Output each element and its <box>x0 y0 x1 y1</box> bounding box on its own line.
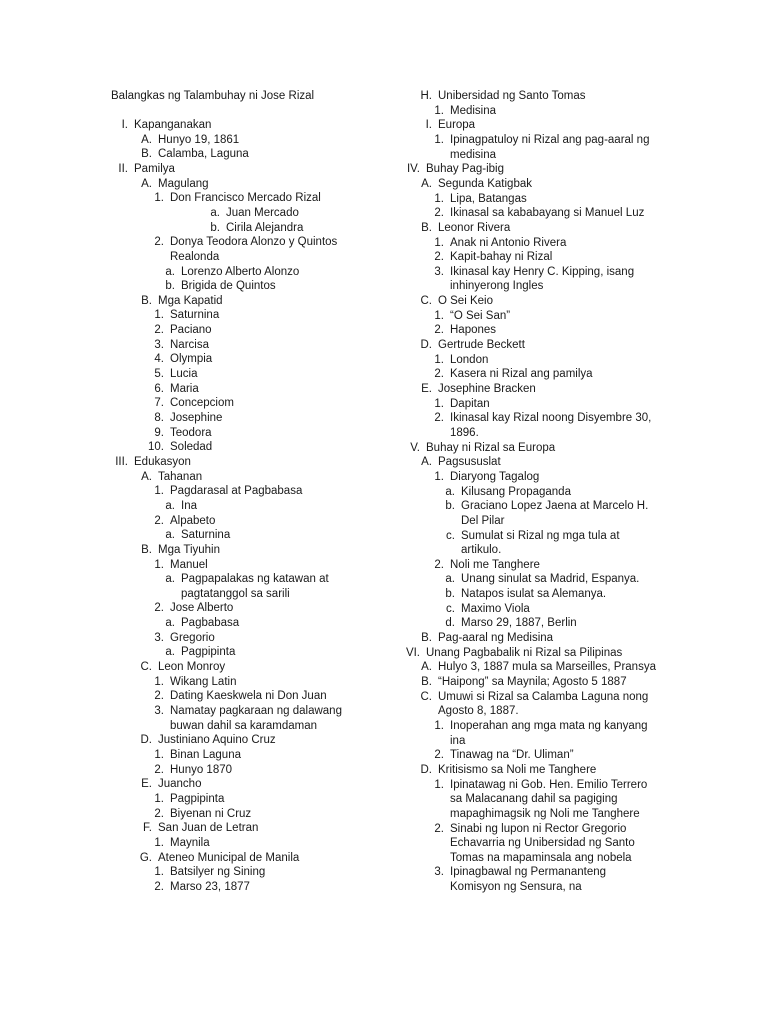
outline-item-text: inhinyerong Ingles <box>450 280 544 293</box>
outline-item-marker: a. <box>445 573 455 586</box>
outline-item-text: Manuel <box>170 558 208 571</box>
outline-item-text: Juancho <box>158 778 202 791</box>
outline-item-marker: a. <box>445 485 455 498</box>
outline-item-marker: b. <box>165 280 175 293</box>
outline-item-marker: 2. <box>154 236 164 249</box>
outline-item-marker: 2. <box>154 690 164 703</box>
outline-item-marker: 9. <box>154 426 164 439</box>
outline-item-marker: 1. <box>434 397 444 410</box>
outline-item-text: Pagbabasa <box>181 617 240 630</box>
outline-item-marker: 2. <box>154 602 164 615</box>
outline-item-marker: 1. <box>154 309 164 322</box>
outline-item-text: Kapanganakan <box>134 119 212 131</box>
outline-item-text: Gregorio <box>170 631 215 644</box>
outline-item-text: Saturnina <box>170 309 220 322</box>
outline-item-marker: 3. <box>154 705 164 717</box>
outline-item-text: Donya Teodora Alonzo y Quintos <box>170 236 338 249</box>
outline-item-text: “O Sei San” <box>450 309 511 322</box>
outline-item-marker: A. <box>421 456 432 469</box>
outline-item-text: ina <box>450 734 466 747</box>
outline-item-text: Pagpapalakas ng katawan at <box>181 573 329 586</box>
outline-item-text: Olympia <box>170 353 213 366</box>
outline-item-marker: 1. <box>154 792 164 805</box>
outline-item-marker: B. <box>421 221 432 234</box>
outline-item-marker: 1. <box>154 485 164 498</box>
outline-item-text: Dapitan <box>450 397 490 410</box>
outline-item-text: Diaryong Tagalog <box>450 470 540 483</box>
outline-item-marker: 3. <box>434 265 444 278</box>
outline-item-text: Marso 29, 1887, Berlin <box>461 617 577 630</box>
outline-item-text: Noli me Tanghere <box>450 558 540 571</box>
outline-item-marker: C. <box>420 295 432 308</box>
outline-item-text: Maynila <box>170 836 210 849</box>
outline-item-text: Saturnina <box>181 529 231 542</box>
outline-item-marker: 2. <box>434 558 444 571</box>
outline-item-marker: a. <box>165 529 175 542</box>
outline-item-text: Maria <box>170 382 199 395</box>
outline-item-marker: 2. <box>434 207 444 220</box>
outline-item-marker: V. <box>410 441 420 454</box>
outline-item-text: Lipa, Batangas <box>450 192 527 205</box>
outline-item-text: Agosto 8, 1887. <box>438 705 519 718</box>
outline-item-marker: 1. <box>154 675 164 688</box>
outline-item-text: Soledad <box>170 441 213 454</box>
outline-item-text: Leon Monroy <box>158 661 226 674</box>
outline-item-text: Maximo Viola <box>461 602 530 615</box>
outline-item-text: Cirila Alejandra <box>226 221 304 234</box>
outline-item-text: Kasera ni Rizal ang pamilya <box>450 368 593 381</box>
outline-item-text: Anak ni Antonio Rivera <box>450 236 567 249</box>
outline-item-marker: VI. <box>405 646 420 659</box>
outline-item-text: Mga Tiyuhin <box>158 543 221 556</box>
outline-item-marker: b. <box>445 500 455 513</box>
outline-item-marker: 1. <box>154 192 164 205</box>
outline-item-text: Ateneo Municipal de Manila <box>158 851 300 864</box>
outline-item-text: Unibersidad ng Santo Tomas <box>438 90 586 102</box>
outline-item-text: Ikinasal kay Henry C. Kipping, isang <box>450 265 635 278</box>
outline-item-marker: C. <box>140 661 152 674</box>
outline-item-text: Wikang Latin <box>170 675 237 688</box>
outline-item-marker: 4. <box>154 353 164 366</box>
outline-item-marker: b. <box>445 588 455 601</box>
outline-item-marker: 1. <box>434 719 444 732</box>
outline-item-marker: D. <box>140 734 152 747</box>
outline-item-text: Paciano <box>170 324 212 337</box>
outline-item-text: Calamba, Laguna <box>158 148 249 161</box>
outline-item-marker: C. <box>420 690 432 703</box>
outline-item-text: Marso 23, 1877 <box>170 880 250 893</box>
outline-item-text: London <box>450 353 489 366</box>
outline-item-text: Don Francisco Mercado Rizal <box>170 192 321 205</box>
outline-item-text: sa Malacanang dahil sa pagiging <box>450 793 618 806</box>
outline-item-marker: 1. <box>434 104 444 117</box>
outline-item-marker: B. <box>141 294 152 307</box>
outline-item-marker: 2. <box>154 763 164 776</box>
outline-item-text: San Juan de Letran <box>158 822 259 835</box>
outline-item-marker: 1. <box>434 353 444 366</box>
outline-item-marker: H. <box>420 90 432 102</box>
outline-item-marker: 2. <box>434 822 444 835</box>
outline-item-text: Hapones <box>450 324 497 337</box>
outline-item-marker: B. <box>141 543 152 556</box>
outline-item-text: Biyenan ni Cruz <box>170 807 252 820</box>
outline-item-text: Alpabeto <box>170 514 216 527</box>
outline-item-text: Concepciom <box>170 397 234 410</box>
outline-item-text: Tomas na mapaminsala ang nobela <box>450 851 632 864</box>
outline-item-text: Realonda <box>170 250 220 263</box>
outline-item-marker: A. <box>141 470 152 483</box>
outline-item-text: Brigida de Quintos <box>181 280 276 293</box>
outline-item-marker: 1. <box>434 133 444 146</box>
outline-item-marker: c. <box>446 529 455 542</box>
outline-item-text: Echavarria ng Unibersidad ng Santo <box>450 837 635 850</box>
outline-item-text: Segunda Katigbak <box>438 177 532 190</box>
outline-item-marker: 2. <box>154 880 164 893</box>
outline-item-text: mapaghimagsik ng Noli me Tanghere <box>450 807 640 820</box>
outline-item-marker: 3. <box>434 866 444 879</box>
outline-item-text: Gertrude Beckett <box>438 339 525 352</box>
outline-item-text: Umuwi si Rizal sa Calamba Laguna nong <box>438 690 649 703</box>
outline-item-marker: a. <box>165 499 175 512</box>
outline-item-text: Europa <box>438 119 476 132</box>
outline-item-marker: d. <box>445 617 455 630</box>
outline-item-marker: a. <box>165 265 175 278</box>
outline-item-marker: D. <box>420 763 432 776</box>
outline-item-marker: a. <box>210 206 220 219</box>
outline-item-text: Kilusang Propaganda <box>461 485 571 498</box>
outline-item-text: Pagpipinta <box>181 646 236 659</box>
outline-item-text: Justiniano Aquino Cruz <box>158 734 276 747</box>
outline-item-text: Pagdarasal at Pagbabasa <box>170 485 303 498</box>
outline-item-text: buwan dahil sa karamdaman <box>170 719 318 732</box>
outline-item-marker: 10. <box>148 441 164 454</box>
outline-item-marker: B. <box>421 676 432 688</box>
document-title: Balangkas ng Talambuhay ni Jose Rizal <box>111 90 315 102</box>
outline-item-text: Sinabi ng lupon ni Rector Gregorio <box>450 822 627 835</box>
outline-item-marker: E. <box>421 383 432 395</box>
outline-item-marker: A. <box>421 661 432 674</box>
outline-item-text: Leonor Rivera <box>438 221 511 234</box>
outline-item-text: Tahanan <box>158 470 203 483</box>
outline-item-text: Del Pilar <box>461 514 505 527</box>
outline-item-text: Dating Kaeskwela ni Don Juan <box>170 690 327 703</box>
outline-item-text: Mga Kapatid <box>158 294 223 307</box>
outline-item-text: Buhay Pag-ibig <box>426 163 504 176</box>
outline-item-text: Pag-aaral ng Medisina <box>438 632 554 645</box>
outline-item-text: Unang Pagbabalik ni Rizal sa Pilipinas <box>426 646 623 659</box>
outline-item-text: Jose Alberto <box>170 602 234 615</box>
outline-item-text: Pamilya <box>134 162 175 175</box>
outline-item-marker: 2. <box>154 514 164 527</box>
outline-item-marker: 3. <box>154 631 164 644</box>
outline-item-text: Unang sinulat sa Madrid, Espanya. <box>461 573 640 586</box>
outline-item-marker: II. <box>118 162 128 175</box>
outline-item-text: Binan Laguna <box>170 748 241 761</box>
outline-item-text: Sumulat si Rizal ng mga tula at <box>461 529 620 542</box>
outline-item-text: Edukasyon <box>134 455 191 468</box>
outline-item-marker: 2. <box>434 412 444 425</box>
outline-item-marker: 2. <box>434 749 444 762</box>
outline-item-marker: 6. <box>154 382 164 395</box>
outline-item-text: pagtatanggol sa sarili <box>181 587 290 600</box>
outline-item-text: Medisina <box>450 104 497 117</box>
outline-item-marker: 2. <box>434 324 444 337</box>
outline-item-marker: 1. <box>154 748 164 761</box>
outline-item-marker: B. <box>141 148 152 161</box>
outline-item-marker: 1. <box>434 192 444 205</box>
outline-item-marker: 1. <box>154 836 164 849</box>
outline-item-marker: I. <box>121 119 128 131</box>
outline-item-marker: b. <box>210 221 220 234</box>
outline-item-text: Ina <box>181 499 197 512</box>
outline-item-text: Pagpipinta <box>170 792 225 805</box>
outline-item-text: Hunyo 19, 1861 <box>158 133 240 146</box>
outline-item-text: 1896. <box>450 426 479 439</box>
outline-item-marker: 2. <box>434 251 444 264</box>
outline-item-text: Ikinasal sa kababayang si Manuel Luz <box>450 207 645 220</box>
outline-item-text: Tinawag na “Dr. Uliman” <box>450 749 574 762</box>
outline-item-marker: 1. <box>434 470 444 483</box>
outline-item-text: Juan Mercado <box>226 206 299 219</box>
outline-item-text: Pagsususlat <box>438 456 501 469</box>
outline-item-text: Inoperahan ang mga mata ng kanyang <box>450 719 648 732</box>
outline-item-text: Lorenzo Alberto Alonzo <box>181 265 300 278</box>
outline-item-text: Ipinatawag ni Gob. Hen. Emilio Terrero <box>450 778 648 791</box>
outline-item-text: Josephine Bracken <box>438 383 536 395</box>
outline-item-text: Hulyo 3, 1887 mula sa Marseilles, Pransya <box>438 661 656 674</box>
outline-item-marker: III. <box>115 455 128 468</box>
outline-item-text: Buhay ni Rizal sa Europa <box>426 441 556 454</box>
outline-item-text: Batsilyer ng Sining <box>170 866 266 879</box>
outline-item-text: Lucia <box>170 368 198 381</box>
outline-item-marker: 7. <box>154 397 164 410</box>
outline-item-marker: a. <box>165 573 175 586</box>
outline-item-text: Graciano Lopez Jaena at Marcelo H. <box>461 500 649 513</box>
outline-item-text: Ikinasal kay Rizal noong Disyembre 30, <box>450 412 652 425</box>
outline-item-text: Kapit-bahay ni Rizal <box>450 251 553 264</box>
outline-item-text: “Haipong” sa Maynila; Agosto 5 1887 <box>438 676 627 688</box>
outline-item-marker: 1. <box>434 778 444 791</box>
outline-item-marker: a. <box>165 617 175 630</box>
outline-item-text: Ipinagbawal ng Permananteng <box>450 866 607 879</box>
outline-item-marker: 2. <box>434 368 444 381</box>
outline-item-marker: G. <box>139 851 152 864</box>
outline-item-marker: B. <box>421 632 432 645</box>
outline-item-marker: IV. <box>406 163 420 176</box>
outline-item-marker: E. <box>141 778 152 791</box>
outline-item-marker: A. <box>141 133 152 146</box>
outline-item-marker: 3. <box>154 338 164 351</box>
outline-item-text: Natapos isulat sa Alemanya. <box>461 588 607 601</box>
outline-item-text: Hunyo 1870 <box>170 763 233 776</box>
outline-item-marker: c. <box>446 602 455 615</box>
outline-item-marker: F. <box>143 822 152 835</box>
outline-item-text: Kritisismo sa Noli me Tanghere <box>438 763 597 776</box>
outline-item-text: Namatay pagkaraan ng dalawang <box>170 705 342 717</box>
outline-item-text: Komisyon ng Sensura, na <box>450 881 582 894</box>
outline-item-marker: D. <box>420 339 432 352</box>
outline-item-text: Teodora <box>170 426 212 439</box>
outline-item-text: Narcisa <box>170 338 209 351</box>
outline-item-marker: 1. <box>434 236 444 249</box>
outline-item-marker: 1. <box>154 866 164 879</box>
outline-item-marker: 1. <box>434 309 444 322</box>
outline-item-marker: 1. <box>154 558 164 571</box>
outline-item-text: Magulang <box>158 177 209 190</box>
outline-item-text: O Sei Keio <box>438 295 493 308</box>
outline-item-text: Josephine <box>170 412 223 424</box>
outline-item-marker: A. <box>141 177 152 190</box>
outline-item-marker: 8. <box>154 412 164 424</box>
outline-item-marker: I. <box>425 119 432 132</box>
outline-item-marker: 2. <box>154 324 164 337</box>
outline-item-marker: a. <box>165 646 175 659</box>
outline-item-marker: 5. <box>154 368 164 381</box>
outline-item-text: Ipinagpatuloy ni Rizal ang pag-aaral ng <box>450 133 650 146</box>
outline-item-marker: 2. <box>154 807 164 820</box>
outline-item-marker: A. <box>421 177 432 190</box>
outline-item-text: artikulo. <box>461 544 502 557</box>
outline-item-text: medisina <box>450 148 497 161</box>
